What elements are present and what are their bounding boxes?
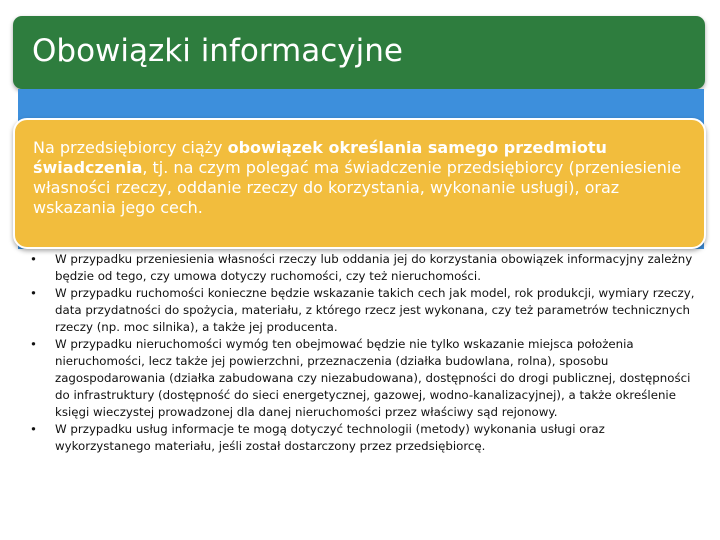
slide-title: Obowiązki informacyjne — [32, 33, 403, 69]
bullet-text: W przypadku usług informacje te mogą dotyczyć technologii (metody) wykonania usługi oraz wykorzystanego materiału, jeśli został dostarczony przez przedsiębiorcę. — [55, 422, 605, 453]
bullet-text: W przypadku ruchomości konieczne będzie wskazanie takich cech jak model, rok produkcji, wymiary rzeczy, data przydatności do spożycia, materiału, z którego rzecz jest wykonana, czy też parametrów technicznych rzeczy (np. moc silnika), a także jej producenta. — [55, 286, 695, 334]
bullet-dot: • — [30, 337, 37, 351]
bullet-text: W przypadku nieruchomości wymóg ten obejmować będzie nie tylko wskazanie miejsca położenia nieruchomości, lecz także jej powierzchni, przeznaczenia (działka budowlana, rolna), sposobu zagospodarowania (działka zabudowana czy niezabudowana), dostępności do drogi publicznej, dostępności do infrastruktury (dostępność do sieci energetycznej, gazowej, wodno-kanalizacyjnej), a także określenie księgi wieczystej prowadzonej dla danej nieruchomości przez właściwy sąd rejonowy. — [55, 337, 691, 419]
bullet-list — [30, 251, 702, 455]
callout-box — [13, 118, 706, 249]
callout-text-intro: Na przedsiębiorcy ciąży — [33, 138, 228, 157]
bullet-dot: • — [30, 422, 37, 436]
callout-text-rest: , tj. na czym polegać ma świadczenie przedsiębiorcy (przeniesienie własności rzeczy, oddanie rzeczy do korzystania, wykonanie usługi), oraz wskazania jego cech. — [33, 158, 682, 217]
list-item — [30, 421, 702, 455]
list-item — [30, 336, 702, 421]
bullet-dot: • — [30, 252, 37, 266]
bullet-dot: • — [30, 286, 37, 300]
list-item — [30, 251, 702, 285]
list-item — [30, 285, 702, 336]
title-bar — [13, 16, 705, 89]
bullet-text: W przypadku przeniesienia własności rzeczy lub oddania jej do korzystania obowiązek informacyjny zależny będzie od tego, czy umowa dotyczy ruchomości, czy też nieruchomości. — [55, 252, 693, 283]
callout-text-emphasis: obowiązek określania samego przedmiotu świadczenia — [33, 138, 607, 177]
